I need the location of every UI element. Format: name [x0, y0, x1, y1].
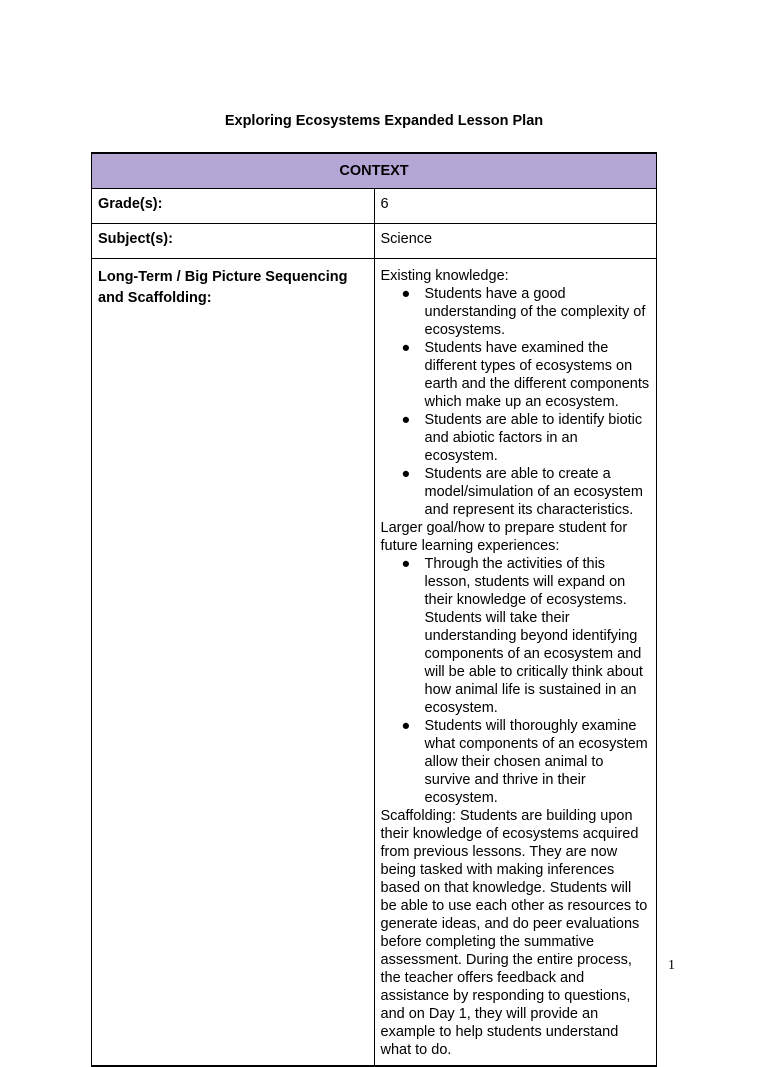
list-item-text: Students are able to create a model/simulation of an ecosystem and represent its characteristics.: [424, 466, 643, 518]
existing-knowledge-list: [381, 285, 651, 519]
list-item-text: Students have a good understanding of the complexity of ecosystems.: [424, 286, 646, 338]
subject-row: [92, 224, 657, 259]
context-table: [91, 152, 657, 1067]
larger-goal-list: [381, 555, 651, 807]
long-term-label: Long-Term / Big Picture Sequencing and Scaffolding:: [92, 259, 375, 1067]
list-item-text: Students are able to identify biotic and abiotic factors in an ecosystem.: [424, 412, 643, 464]
list-item: [401, 411, 651, 465]
grade-label: Grade(s):: [92, 189, 375, 224]
list-item: [401, 465, 651, 519]
grade-row: [92, 189, 657, 224]
existing-knowledge-heading: Existing knowledge:: [380, 268, 509, 284]
list-item: [401, 339, 651, 411]
document-title: Exploring Ecosystems Expanded Lesson Plan: [224, 113, 544, 129]
long-term-row: [92, 259, 657, 1067]
page-number: 1: [668, 958, 675, 973]
context-header: CONTEXT: [92, 153, 657, 189]
list-item: [401, 717, 651, 807]
scaffolding-paragraph: Scaffolding: Students are building upon their knowledge of ecosystems acquired from previous lessons. They are now being tasked with making inferences based on that knowledge. Students will be able to use each other as resources to generate ideas, and do peer evaluations before completing the summative assessment. During the entire process, the teacher offers feedback and assistance by responding to questions, and on Day 1, they will provide an example to help students understand what to do.: [380, 808, 648, 1058]
subject-label: Subject(s):: [92, 224, 375, 259]
list-item-text: Students have examined the different types of ecosystems on earth and the different components which make up an ecosystem.: [424, 340, 650, 410]
long-term-value: [374, 259, 657, 1067]
subject-value: Science: [374, 224, 657, 259]
list-item: [401, 555, 651, 717]
grade-value: 6: [374, 189, 657, 224]
bullet-icon: ●: [401, 718, 411, 734]
bullet-icon: ●: [401, 412, 411, 428]
larger-goal-heading: Larger goal/how to prepare student for future learning experiences:: [380, 520, 628, 554]
bullet-icon: ●: [401, 556, 411, 572]
bullet-icon: ●: [401, 466, 411, 482]
list-item: [401, 285, 651, 339]
list-item-text: Through the activities of this lesson, students will expand on their knowledge of ecosystems. Students will take their understanding beyond identifying components of an ecosystem and will be able to critically think about how animal life is sustained in an ecosystem.: [424, 556, 643, 716]
bullet-icon: ●: [401, 340, 411, 356]
bullet-icon: ●: [401, 286, 411, 302]
list-item-text: Students will thoroughly examine what components of an ecosystem allow their chosen animal to survive and thrive in their ecosystem.: [424, 718, 648, 806]
context-header-row: [92, 153, 657, 189]
